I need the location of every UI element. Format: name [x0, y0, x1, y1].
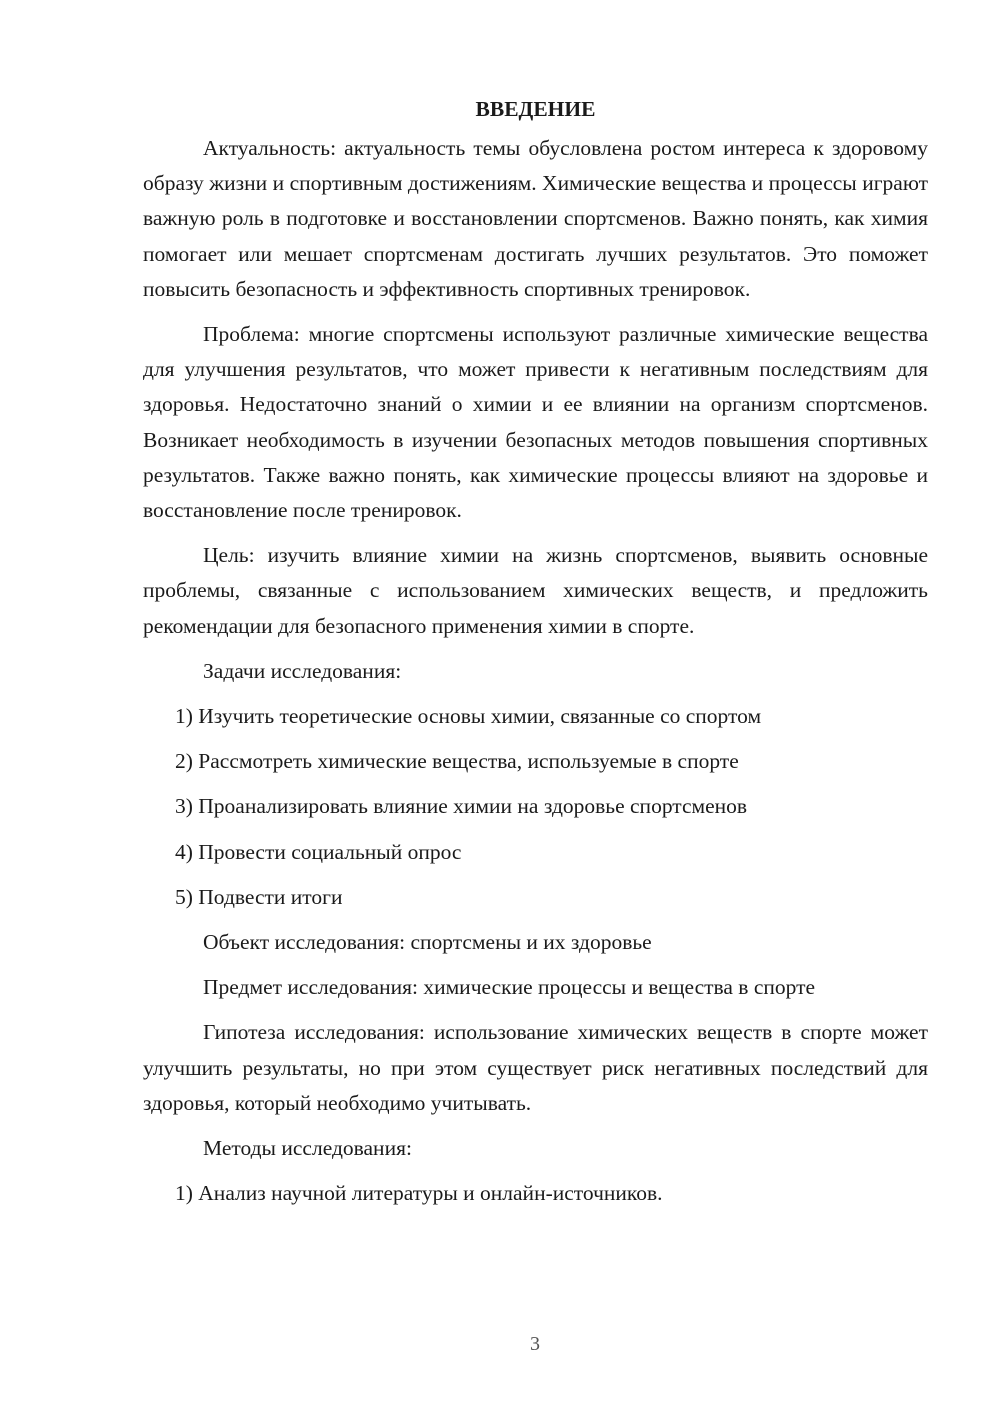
method-item: 1) Анализ научной литературы и онлайн-источников.	[175, 1181, 663, 1206]
tasks-heading: Задачи исследования:	[203, 658, 402, 683]
task-item: 5) Подвести итоги	[175, 884, 343, 909]
task-item: 4) Провести социальный опрос	[175, 839, 462, 864]
goal-paragraph: Цель: изучить влияние химии на жизнь спортсменов, выявить основные проблемы, связанные с использованием химических веществ, и предложить рекомендации для безопасного применения химии в спорте.	[143, 543, 928, 638]
subject-line: Предмет исследования: химические процессы и вещества в спорте	[203, 975, 816, 1000]
section-heading: ВВЕДЕНИЕ	[475, 97, 596, 121]
task-item: 1) Изучить теоретические основы химии, связанные со спортом	[175, 704, 762, 729]
page-number: 3	[530, 1333, 540, 1355]
task-item: 3) Проанализировать влияние химии на здоровье спортсменов	[175, 794, 748, 819]
document-page	[143, 92, 928, 1221]
hypothesis-paragraph: Гипотеза исследования: использование химических веществ в спорте может улучшить результаты, но при этом существует риск негативных последствий для здоровья, который необходимо учитывать.	[143, 1020, 928, 1115]
task-item: 2) Рассмотреть химические вещества, используемые в спорте	[175, 749, 739, 774]
relevance-paragraph: Актуальность: актуальность темы обусловлена ростом интереса к здоровому образу жизни и спортивным достижениям. Химические вещества и процессы играют важную роль в подготовке и восстановлении спортсменов. Важно понять, как химия помогает или мешает спортсменам достигать лучших результатов. Это поможет повысить безопасность и эффективность спортивных тренировок.	[143, 136, 928, 301]
methods-heading: Методы исследования:	[203, 1136, 412, 1161]
object-line: Объект исследования: спортсмены и их здоровье	[203, 930, 652, 955]
problem-paragraph: Проблема: многие спортсмены используют различные химические вещества для улучшения результатов, что может привести к негативным последствиям для здоровья. Недостаточно знаний о химии и ее влиянии на организм спортсменов. Возникает необходимость в изучении безопасных методов повышения спортивных результатов. Также важно понять, как химические процессы влияют на здоровье и восстановление после тренировок.	[143, 322, 928, 523]
